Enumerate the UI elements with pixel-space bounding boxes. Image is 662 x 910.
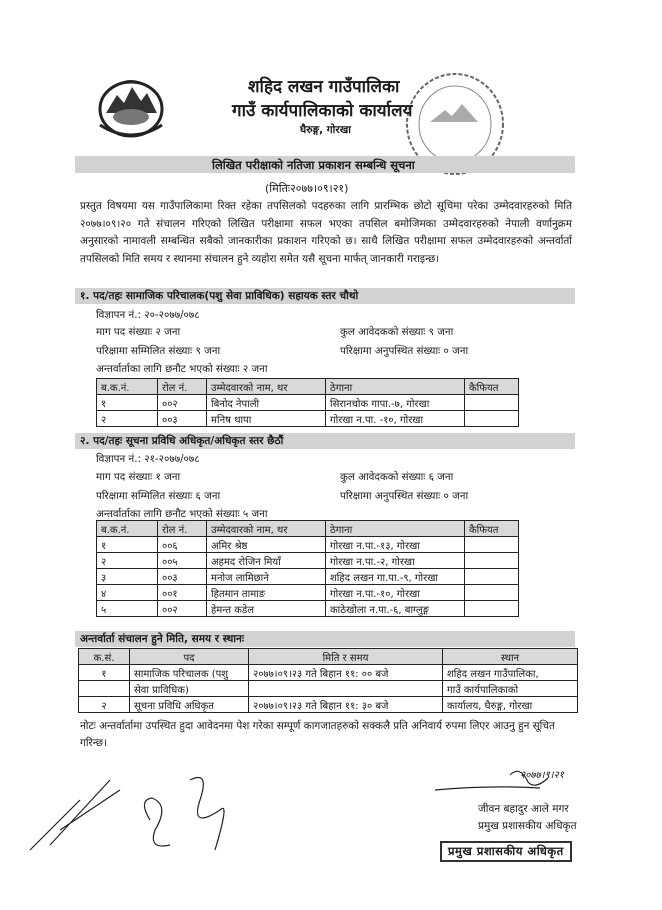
col-roll: रोल नं. — [158, 379, 207, 395]
interview-table — [78, 648, 578, 713]
cell: गोरखा न.पा.-१३, गोरखा — [326, 537, 465, 553]
cell: ००२ — [158, 601, 207, 617]
government-emblem-icon — [92, 73, 170, 143]
cell: ४ — [97, 585, 158, 601]
section1-ad-no: विज्ञापन नं.: २०-२०७७/०७८ — [96, 309, 200, 321]
section2-selected: अन्तर्वार्ताका लागि छनौट भएको संख्याः ५ जना — [96, 508, 268, 520]
notice-paragraph: प्रस्तुत विषयमा यस गाउँपालिकामा रिक्त रहेका तपसिलको पदहरुका लागि प्रारम्भिक छोटो सूचिमा परेका उम्मेदवारहरुको मिति २०७७।०९।२० गते संचालन गरिएको लिखित परीक्षामा सफल भएका तपसिल बमोजिमका उम्मेदवारहरुको नेपाली वर्णानुक्रम अनुसारको नामावली सम्बन्धित सबैको जानकारीका प्रकाशन गरिएको छ। साथै लिखित परीक्षामा सफल उम्मेदवारहरुको अन्तर्वार्ता तपसिलको मिति समय र स्थानमा संचालन हुने व्यहोरा समेत यसै सूचना मार्फत् जानकारी गराइन्छ। — [80, 200, 572, 265]
cell: सेवा प्राविधिक) — [130, 681, 249, 697]
col-sn: ब.क.नं. — [97, 379, 158, 395]
cell: काठेखोला न.पा.-६, बाग्लुङ्ग — [326, 601, 465, 617]
notice-date: (मितिः२०७७।०९।२१) — [265, 182, 349, 195]
col-remarks: कैफियत — [465, 379, 519, 395]
cell: मनोज लामिछाने — [207, 569, 326, 585]
handwritten-signatures — [20, 760, 260, 870]
cell: हितमान तामाङ — [207, 585, 326, 601]
note-text: नोटः अन्तर्वार्तामा उपस्थित हुदा आवेदनमा पेश गरेका सम्पूर्ण कागजातहरुको सक्कलै प्रति अनिवार्य रुपमा लिएर आउनु हुन सूचित गरिन्छ। — [80, 720, 555, 749]
table-row — [97, 569, 519, 585]
section1-demand: माग पद संख्याः २ जना — [96, 326, 181, 338]
cell: सामाजिक परिचालक (पशु — [130, 665, 249, 681]
section1-title: १. पद/तहः सामाजिक परिचालक(पशु सेवा प्राविधिक) सहायक स्तर चौथो — [80, 290, 359, 302]
cell: ००३ — [158, 411, 207, 427]
cell — [79, 681, 130, 697]
cell: अहमद रोजिन मियाँ — [207, 553, 326, 569]
official-signature — [430, 760, 600, 800]
cell: मनिष थापा — [207, 411, 326, 427]
cell: ५ — [97, 601, 158, 617]
interview-title: अन्तर्वार्ता संचालन हुने मिति, समय र स्थानः — [80, 633, 244, 645]
table-row — [97, 601, 519, 617]
col-sn: ब.क.नं. — [97, 521, 158, 537]
section1-selected: अन्तर्वार्ताका लागि छनौट भएको संख्याः २ जना — [96, 363, 268, 375]
notice-title: लिखित परीक्षाको नतिजा प्रकाशन सम्बन्धि सूचना — [212, 158, 415, 172]
office-address: घैरुङ्ग, गोरखा — [300, 124, 352, 136]
col-address: ठेगाना — [326, 521, 465, 537]
cell: २ — [97, 411, 158, 427]
table-row — [97, 553, 519, 569]
col-remarks: कैफियत — [465, 521, 519, 537]
cell: सूचना प्रविधि अधिकृत — [130, 697, 249, 713]
col-datetime: मिति र समय — [249, 649, 443, 665]
cell — [465, 411, 519, 427]
col-sn: क.सं. — [79, 649, 130, 665]
signatory-designation: प्रमुख प्रशासकीय अधिकृत — [478, 820, 577, 832]
cell: ००२ — [158, 395, 207, 411]
table-row — [79, 681, 578, 697]
cell: १ — [79, 665, 130, 681]
cell: ००३ — [158, 569, 207, 585]
table-row — [79, 665, 578, 681]
section1-total-applicants: कुल आवेदकको संख्याः ९ जना — [340, 326, 454, 338]
section2-title: २. पद/तहः सूचना प्रविधि अधिकृत/अधिकृत स्तर छैठौं — [80, 435, 284, 447]
cell: ००६ — [158, 537, 207, 553]
section2-present: परिक्षामा सम्मिलित संख्याः ६ जना — [96, 490, 221, 502]
cell: सिरानचोक गापा.-७, गोरखा — [326, 395, 465, 411]
cell: ००१ — [158, 585, 207, 601]
table-header-row — [97, 379, 519, 395]
cell: २ — [79, 697, 130, 713]
table-row — [97, 585, 519, 601]
table-row — [97, 395, 519, 411]
cell: २ — [97, 553, 158, 569]
col-roll: रोल नं. — [158, 521, 207, 537]
section2-demand: माग पद संख्याः १ जना — [96, 471, 181, 483]
cell: १ — [97, 395, 158, 411]
section1-absent: परिक्षामा अनुपस्थित संख्याः ० जना — [340, 345, 469, 357]
cell — [465, 537, 519, 553]
section1-present: परिक्षामा सम्मिलित संख्याः ९ जना — [96, 345, 221, 357]
cell: गोरखा न.पा.-२, गोरखा — [326, 553, 465, 569]
cell: गोरखा न.पा. -१०, गोरखा — [326, 411, 465, 427]
cell: बिनोद नेपाली — [207, 395, 326, 411]
cell: ००५ — [158, 553, 207, 569]
col-post: पद — [130, 649, 249, 665]
cell: शहिद लखन गाउँपालिका, — [443, 665, 578, 681]
designation-stamp: प्रमुख प्रशासकीय अधिकृत — [440, 841, 572, 862]
cell — [465, 569, 519, 585]
municipality-name: शहिद लखन गाउँपालिका — [248, 77, 400, 97]
cell — [249, 681, 443, 697]
cell: १ — [97, 537, 158, 553]
section2-ad-no: विज्ञापन नं.: २१-२०७७/०७८ — [96, 453, 200, 465]
cell — [465, 395, 519, 411]
cell — [465, 553, 519, 569]
signatory-name: जीवन बहादुर आले मगर — [478, 803, 569, 815]
cell: हेमन्त कडेल — [207, 601, 326, 617]
cell: २०७७।०९।२३ गते बिहान ११: ०० बजे — [249, 665, 443, 681]
section2-table — [96, 520, 519, 617]
cell: शहिद लखन गा.पा.-९, गोरखा — [326, 569, 465, 585]
table-header-row — [79, 649, 578, 665]
cell: गोरखा न.पा.-१०, गोरखा — [326, 585, 465, 601]
col-place: स्थान — [443, 649, 578, 665]
cell — [465, 585, 519, 601]
cell — [465, 601, 519, 617]
cell: गाउँ कार्यपालिकाको — [443, 681, 578, 697]
cell: अमिर श्रेष्ठ — [207, 537, 326, 553]
col-name: उम्मेदवारको नाम, थर — [207, 521, 326, 537]
section2-total-applicants: कुल आवेदकको संख्याः ६ जना — [340, 471, 454, 483]
handwritten-date: २०७७।९।२१ — [520, 770, 564, 781]
col-name: उम्मेदवारको नाम, थर — [207, 379, 326, 395]
cell: २०७७।०९।२३ गते बिहान ११: ३० बजे — [249, 697, 443, 713]
table-row — [97, 537, 519, 553]
office-name: गाउँ कार्यपालिकाको कार्यालय — [232, 101, 413, 121]
table-row — [79, 697, 578, 713]
section2-absent: परिक्षामा अनुपस्थित संख्याः ० जना — [340, 490, 469, 502]
section1-table — [96, 378, 519, 427]
table-header-row — [97, 521, 519, 537]
col-address: ठेगाना — [326, 379, 465, 395]
cell: ३ — [97, 569, 158, 585]
table-row — [97, 411, 519, 427]
cell: कार्यालय, घैरुङ्ग, गोरखा — [443, 697, 578, 713]
